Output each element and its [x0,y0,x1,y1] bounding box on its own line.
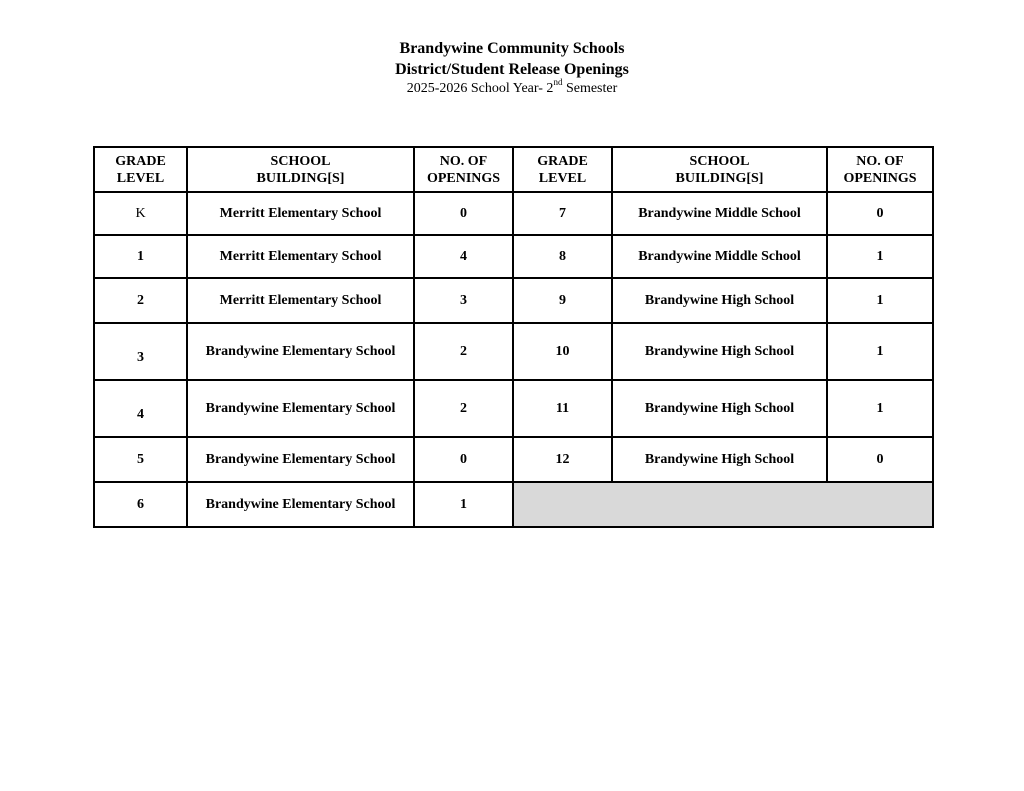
subtitle-suffix: Semester [562,81,618,96]
school-cell: Brandywine High School [612,323,827,380]
table-row [94,192,933,235]
school-cell: Brandywine Elementary School [187,437,414,482]
subtitle-prefix: 2025-2026 School Year- 2 [406,81,554,96]
school-cell: Brandywine High School [612,278,827,323]
table-row [94,437,933,482]
school-year-subtitle [0,77,1024,97]
table-row [94,235,933,278]
school-cell: Merritt Elementary School [187,235,414,278]
openings-cell: 2 [414,380,513,437]
openings-cell: 0 [827,192,933,235]
district-title: Brandywine Community Schools [399,40,625,57]
grade-cell: 1 [94,235,187,278]
grade-cell: 10 [513,323,612,380]
grade-cell: 6 [94,482,187,527]
table-row [94,323,933,380]
header-grade-level: GRADE LEVEL [94,147,187,192]
openings-cell: 2 [414,323,513,380]
school-cell: Brandywine High School [612,380,827,437]
grade-cell: 12 [513,437,612,482]
school-cell: Merritt Elementary School [187,278,414,323]
openings-cell: 0 [414,192,513,235]
header-school-building-2: SCHOOL BUILDING[S] [612,147,827,192]
grade-cell: 7 [513,192,612,235]
school-cell: Brandywine Elementary School [187,380,414,437]
header-grade-level-2: GRADE LEVEL [513,147,612,192]
grade-cell: 3 [94,323,187,380]
grade-cell: 9 [513,278,612,323]
school-cell: Brandywine Middle School [612,235,827,278]
openings-cell: 3 [414,278,513,323]
school-cell: Brandywine Elementary School [187,323,414,380]
school-cell: Brandywine Elementary School [187,482,414,527]
table-row [94,380,933,437]
openings-cell: 1 [827,323,933,380]
openings-cell: 1 [414,482,513,527]
grade-cell: 8 [513,235,612,278]
openings-cell: 1 [827,380,933,437]
grade-cell: 4 [94,380,187,437]
grade-cell: K [94,192,187,235]
school-cell: Brandywine Middle School [612,192,827,235]
subtitle-ordinal: nd [553,77,563,88]
grade-cell: 2 [94,278,187,323]
openings-cell: 1 [827,278,933,323]
openings-cell: 0 [827,437,933,482]
school-cell: Merritt Elementary School [187,192,414,235]
grade-cell: 11 [513,380,612,437]
header-school-building: SCHOOL BUILDING[S] [187,147,414,192]
openings-cell: 0 [414,437,513,482]
table-row [94,278,933,323]
openings-cell: 1 [827,235,933,278]
openings-cell: 4 [414,235,513,278]
header-openings: NO. OF OPENINGS [414,147,513,192]
header-openings-2: NO. OF OPENINGS [827,147,933,192]
table-header-row [94,147,933,192]
table-row [94,482,933,527]
grade-cell: 5 [94,437,187,482]
document-header [0,38,1024,97]
document-title: District/Student Release Openings [395,61,629,78]
empty-shaded-cell [513,482,933,527]
school-cell: Brandywine High School [612,437,827,482]
openings-table [93,146,934,528]
